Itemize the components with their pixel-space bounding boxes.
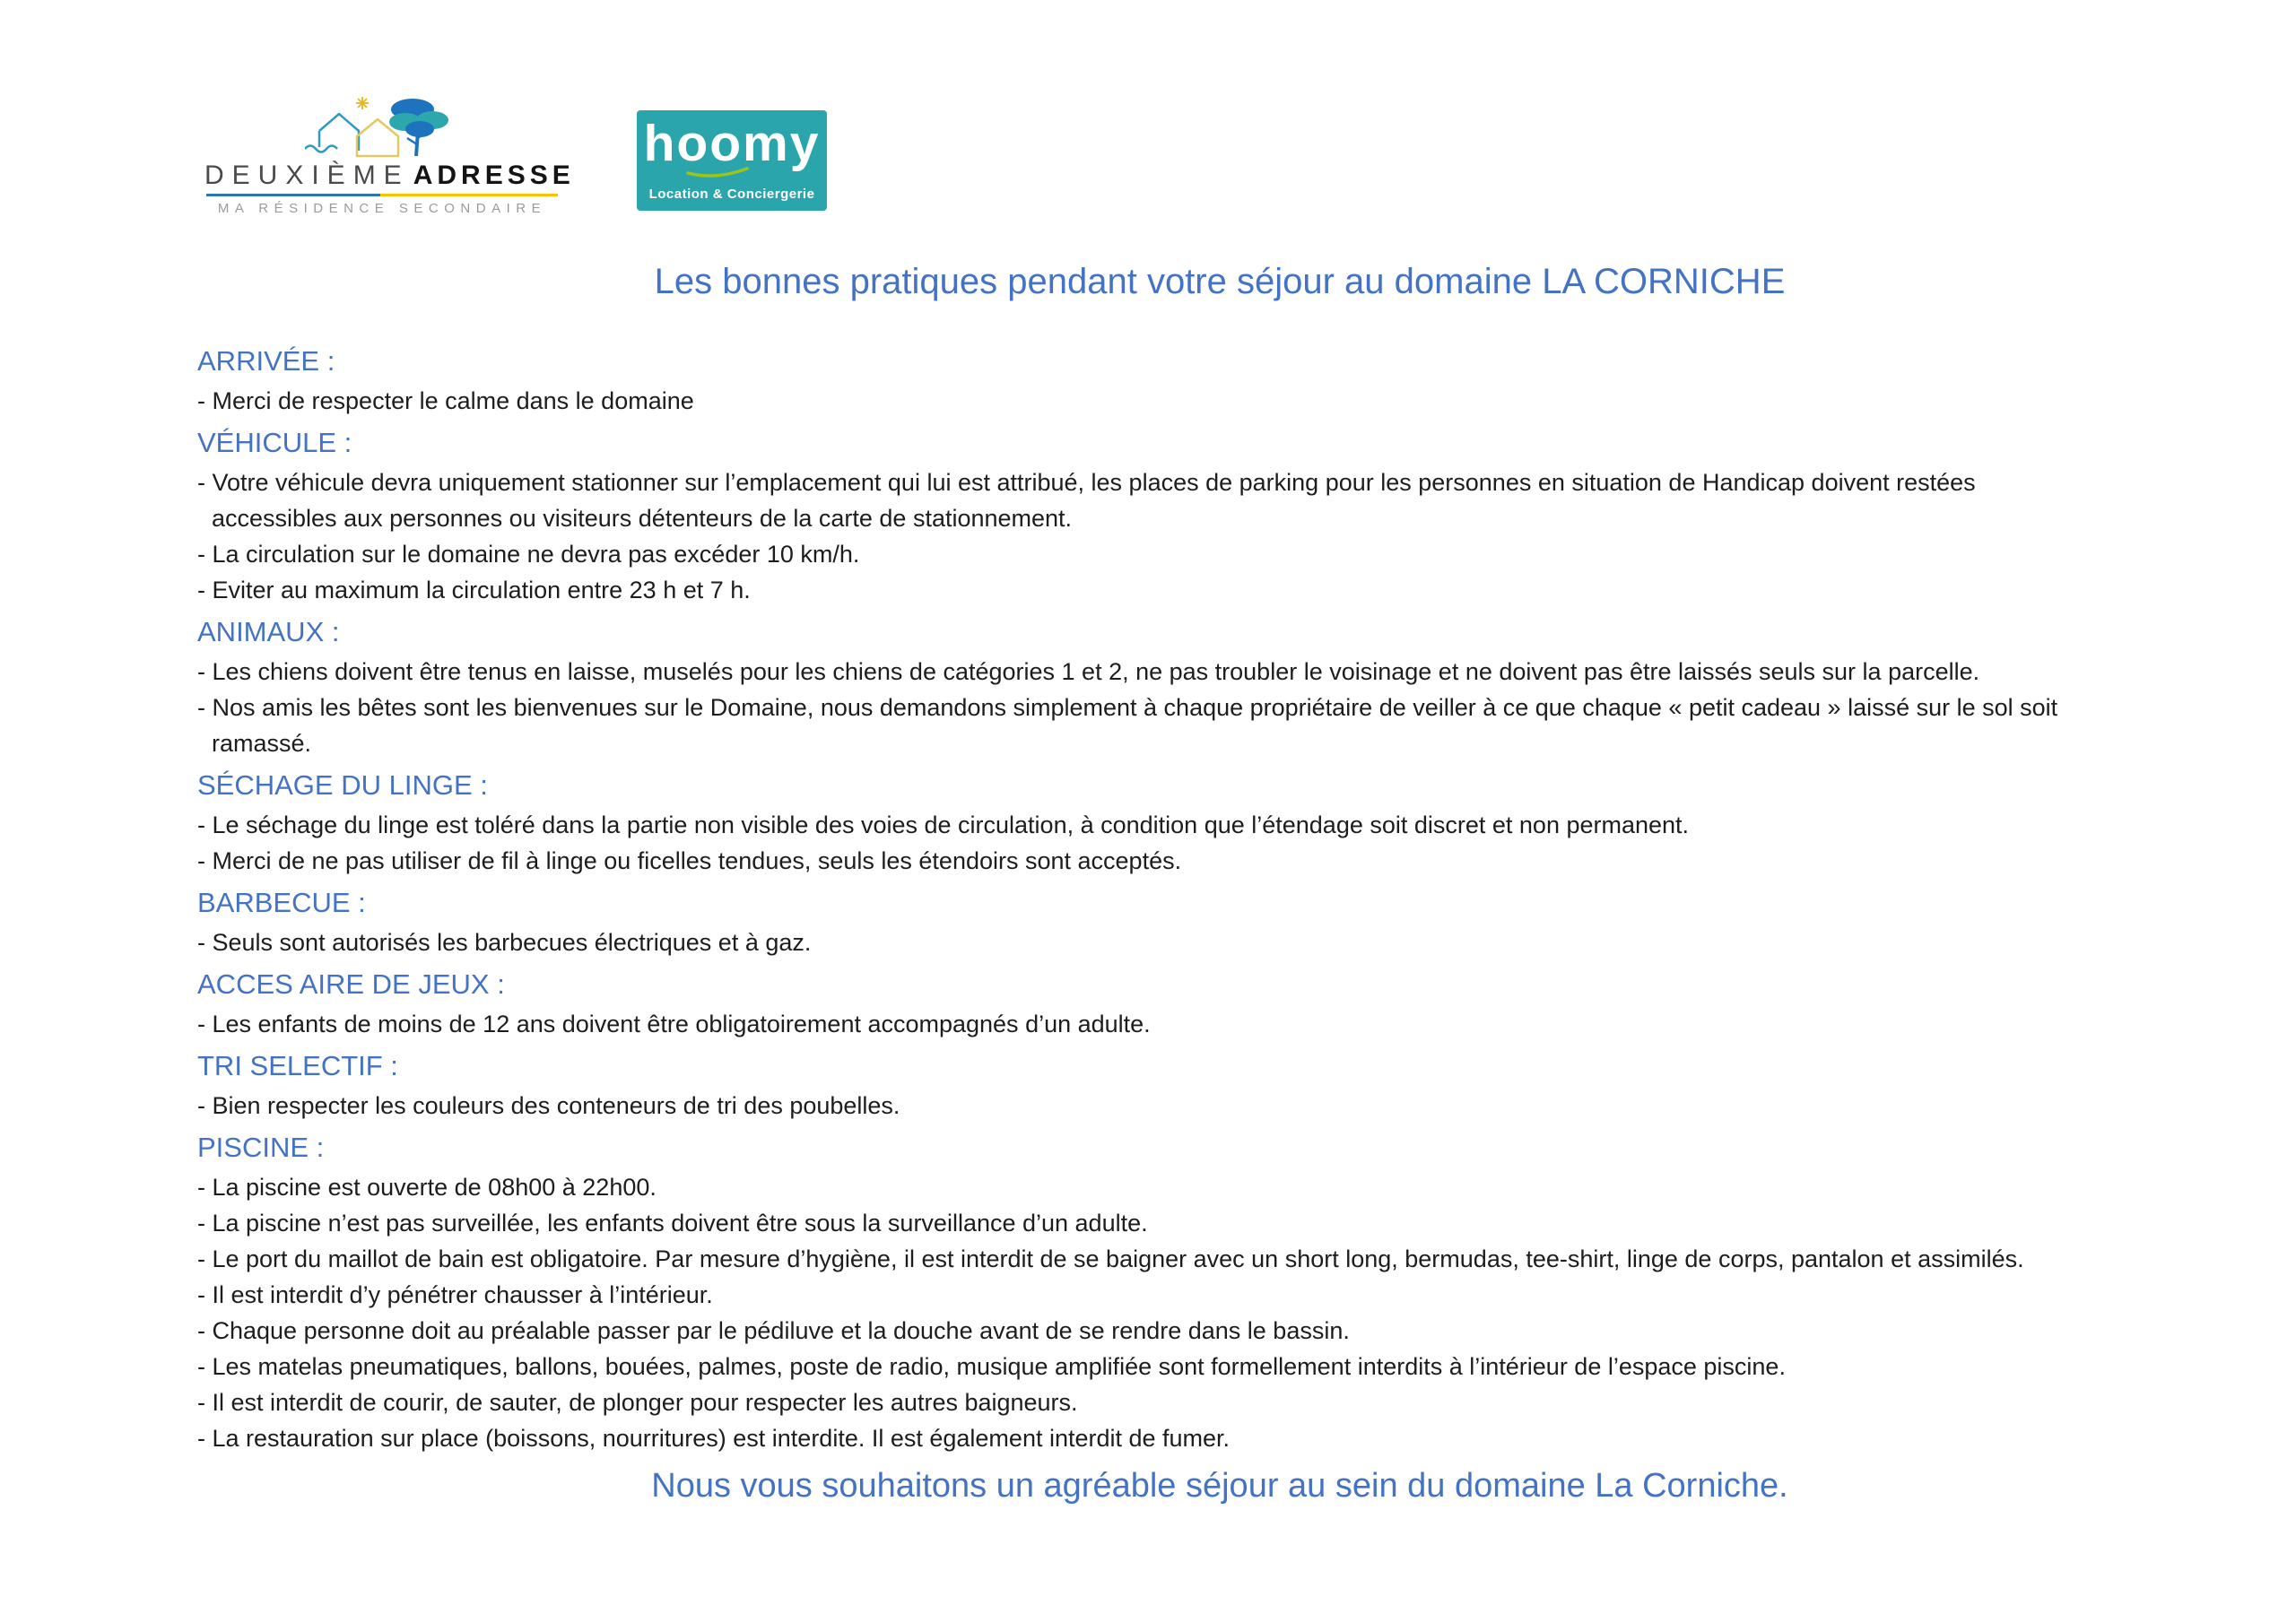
body-line: - Merci de ne pas utiliser de fil à linge ou ficelles tendues, seuls les étendoirs sont acceptés. (197, 847, 1182, 874)
body-line: ramassé. (212, 730, 312, 757)
document-section (197, 611, 2269, 761)
document-section (197, 963, 2269, 1042)
wordmark-deuxieme: DEUXIÈME (204, 161, 410, 190)
deuxieme-adresse-logo (204, 93, 575, 216)
section-heading: ANIMAUX : (197, 616, 340, 647)
section-heading: BARBECUE : (197, 887, 366, 918)
document-header (0, 0, 2296, 215)
body-line: - La circulation sur le domaine ne devra pas excéder 10 km/h. (197, 541, 860, 568)
section-lines (197, 1088, 2269, 1124)
body-line: - Votre véhicule devra uniquement stationner sur l’emplacement qui lui est attribué, les places de parking pour les personnes en situation de Handicap doivent restées (197, 469, 1976, 496)
body-line: - Nos amis les bêtes sont les bienvenues sur le Domaine, nous demandons simplement à chaque propriétaire de veiller à ce que chaque « petit cadeau » laissé sur le sol soit (197, 694, 2058, 721)
hoomy-wordmark: hoomy (643, 115, 821, 172)
deuxieme-adresse-tagline: MA RÉSIDENCE SECONDAIRE (217, 201, 547, 216)
section-lines (197, 654, 2269, 761)
document-section (197, 1126, 2269, 1456)
body-line: accessibles aux personnes ou visiteurs détenteurs de la carte de stationnement. (212, 505, 1073, 532)
body-line: - Le port du maillot de bain est obligatoire. Par mesure d’hygiène, il est interdit de se baigner avec un short long, bermudas, tee-shirt, linge de corps, pantalon et assimilés. (197, 1245, 2024, 1272)
body-line: - La piscine n’est pas surveillée, les enfants doivent être sous la surveillance d’un adulte. (197, 1210, 1148, 1237)
section-lines (197, 924, 2269, 960)
section-lines (197, 383, 2269, 419)
body-line: - La restauration sur place (boissons, nourritures) est interdite. Il est également interdit de fumer. (197, 1425, 1231, 1452)
section-heading: TRI SELECTIF : (197, 1050, 398, 1081)
section-lines (197, 1169, 2269, 1456)
section-heading: SÉCHAGE DU LINGE : (197, 769, 488, 801)
body-line: - Les chiens doivent être tenus en laisse, muselés pour les chiens de catégories 1 et 2, ne pas troubler le voisinage et ne doivent pas être laissés seuls sur la parcelle. (197, 658, 1980, 685)
sections (197, 340, 2269, 1456)
document-section (197, 421, 2269, 608)
body-line: - Chaque personne doit au préalable passer par le pédiluve et la douche avant de se rendre dans le bassin. (197, 1317, 1350, 1344)
body-line: - La piscine est ouverte de 08h00 à 22h00. (197, 1174, 657, 1201)
body-line: - Seuls sont autorisés les barbecues électriques et à gaz. (197, 929, 812, 956)
section-heading: PISCINE : (197, 1132, 325, 1163)
document-section (197, 340, 2269, 419)
body-line: - Le séchage du linge est toléré dans la partie non visible des voies de circulation, à condition que l’étendage soit discret et non permanent. (197, 812, 1690, 838)
section-lines (197, 807, 2269, 879)
hoomy-logo (637, 110, 827, 211)
section-lines (197, 1006, 2269, 1042)
body-line: - Merci de respecter le calme dans le domaine (197, 387, 694, 414)
body-line: - Les enfants de moins de 12 ans doivent être obligatoirement accompagnés d’un adulte. (197, 1011, 1151, 1037)
body-line: - Eviter au maximum la circulation entre 23 h et 7 h. (197, 577, 751, 603)
wordmark-adresse: ADRESSE (413, 161, 575, 190)
document-section (197, 881, 2269, 960)
body-line: - Il est interdit d’y pénétrer chausser à l’intérieur. (197, 1281, 713, 1308)
houses-and-tree-icon (305, 95, 463, 160)
section-lines (197, 464, 2269, 608)
logo-divider-line (206, 194, 558, 196)
page-title: Les bonnes pratiques pendant votre séjour au domaine LA CORNICHE (654, 262, 1786, 301)
document-section (197, 764, 2269, 879)
hoomy-smile-icon (686, 166, 749, 180)
section-heading: ARRIVÉE : (197, 345, 335, 377)
body-line: - Les matelas pneumatiques, ballons, bouées, palmes, poste de radio, musique amplifiée sont formellement interdits à l’intérieur de l’espace piscine. (197, 1353, 1786, 1380)
body-line: - Il est interdit de courir, de sauter, de plonger pour respecter les autres baigneurs. (197, 1389, 1078, 1416)
body-line: - Bien respecter les couleurs des conteneurs de tri des poubelles. (197, 1092, 900, 1119)
section-heading: VÉHICULE : (197, 427, 352, 458)
closing-message: Nous vous souhaitons un agréable séjour au sein du domaine La Corniche. (651, 1467, 1788, 1505)
deuxieme-adresse-wordmark (204, 161, 575, 190)
star-icon (356, 97, 369, 109)
hoomy-tagline: Location & Conciergerie (648, 187, 815, 202)
section-heading: ACCES AIRE DE JEUX : (197, 968, 505, 1000)
document-section (197, 1045, 2269, 1124)
